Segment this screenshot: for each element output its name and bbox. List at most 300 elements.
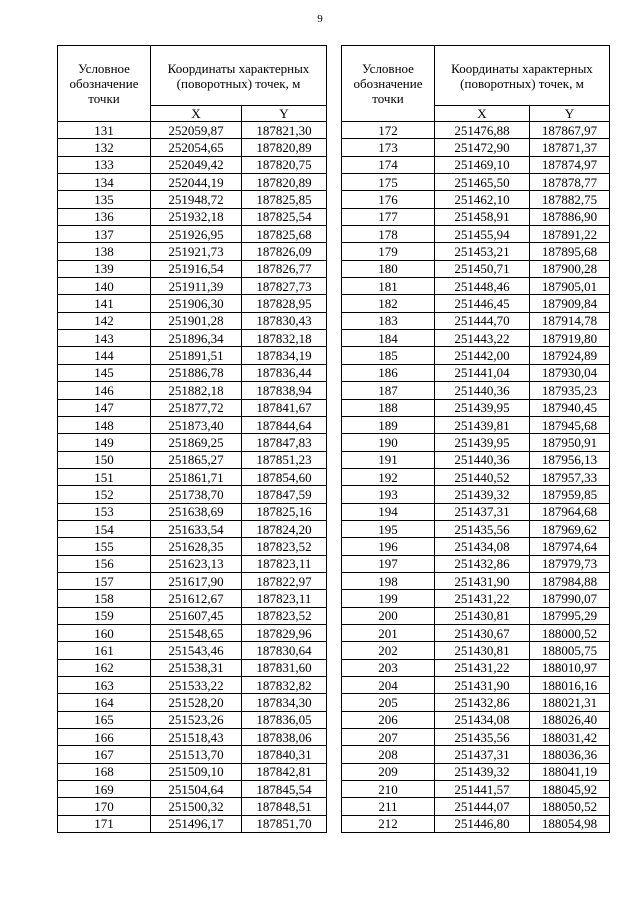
table-row xyxy=(58,260,327,277)
table-row xyxy=(58,243,327,260)
point-number-cell: 165 xyxy=(58,711,151,728)
x-coordinate-cell: 251431,90 xyxy=(435,677,530,694)
y-header: Y xyxy=(530,106,610,122)
point-number-cell: 210 xyxy=(342,781,435,798)
point-number-cell: 169 xyxy=(58,781,151,798)
point-number-cell: 164 xyxy=(58,694,151,711)
x-coordinate-cell: 252049,42 xyxy=(151,156,242,173)
y-coordinate-cell: 187834,19 xyxy=(242,347,327,364)
x-coordinate-cell: 251948,72 xyxy=(151,191,242,208)
x-coordinate-cell: 251444,70 xyxy=(435,312,530,329)
y-coordinate-cell: 187847,59 xyxy=(242,486,327,503)
x-coordinate-cell: 251432,86 xyxy=(435,555,530,572)
y-coordinate-cell: 187851,23 xyxy=(242,451,327,468)
x-coordinate-cell: 251513,70 xyxy=(151,746,242,763)
table-row xyxy=(58,729,327,746)
point-number-cell: 168 xyxy=(58,763,151,780)
y-coordinate-cell: 187959,85 xyxy=(530,486,610,503)
x-coordinate-cell: 251440,36 xyxy=(435,382,530,399)
y-coordinate-cell: 187956,13 xyxy=(530,451,610,468)
x-coordinate-cell: 251431,90 xyxy=(435,572,530,589)
y-coordinate-cell: 187957,33 xyxy=(530,468,610,485)
table-row xyxy=(342,468,610,485)
y-coordinate-cell: 187826,09 xyxy=(242,243,327,260)
y-coordinate-cell: 188045,92 xyxy=(530,781,610,798)
point-number-cell: 191 xyxy=(342,451,435,468)
x-coordinate-cell: 251906,30 xyxy=(151,295,242,312)
y-coordinate-cell: 188041,19 xyxy=(530,763,610,780)
y-coordinate-cell: 187945,68 xyxy=(530,416,610,433)
point-number-cell: 187 xyxy=(342,382,435,399)
point-number-cell: 141 xyxy=(58,295,151,312)
y-coordinate-cell: 187820,89 xyxy=(242,139,327,156)
y-coordinate-cell: 187824,20 xyxy=(242,520,327,537)
point-number-cell: 180 xyxy=(342,260,435,277)
y-coordinate-cell: 187822,97 xyxy=(242,572,327,589)
table-row xyxy=(342,642,610,659)
x-coordinate-cell: 251431,22 xyxy=(435,590,530,607)
table-row xyxy=(58,451,327,468)
coordinates-table-left xyxy=(57,45,327,833)
point-number-cell: 161 xyxy=(58,642,151,659)
y-coordinate-cell: 188050,52 xyxy=(530,798,610,815)
x-coordinate-cell: 251518,43 xyxy=(151,729,242,746)
table-row xyxy=(58,382,327,399)
point-number-cell: 206 xyxy=(342,711,435,728)
y-coordinate-cell: 187851,70 xyxy=(242,815,327,832)
x-coordinate-cell: 251628,35 xyxy=(151,538,242,555)
point-number-cell: 202 xyxy=(342,642,435,659)
table-row xyxy=(342,330,610,347)
y-coordinate-cell: 187838,94 xyxy=(242,382,327,399)
point-number-cell: 150 xyxy=(58,451,151,468)
y-coordinate-cell: 187825,85 xyxy=(242,191,327,208)
x-coordinate-cell: 251443,22 xyxy=(435,330,530,347)
x-coordinate-cell: 251439,95 xyxy=(435,434,530,451)
y-coordinate-cell: 187836,05 xyxy=(242,711,327,728)
table-row xyxy=(342,399,610,416)
x-coordinate-cell: 251455,94 xyxy=(435,226,530,243)
point-number-cell: 148 xyxy=(58,416,151,433)
x-coordinate-cell: 251886,78 xyxy=(151,364,242,381)
table-row xyxy=(58,503,327,520)
x-coordinate-cell: 251431,22 xyxy=(435,659,530,676)
table-row xyxy=(342,191,610,208)
point-number-cell: 133 xyxy=(58,156,151,173)
x-coordinate-cell: 251916,54 xyxy=(151,260,242,277)
y-header: Y xyxy=(242,106,327,122)
table-row xyxy=(342,295,610,312)
table-row xyxy=(58,659,327,676)
table-row xyxy=(342,434,610,451)
point-number-cell: 208 xyxy=(342,746,435,763)
point-number-cell: 200 xyxy=(342,607,435,624)
y-coordinate-cell: 187871,37 xyxy=(530,139,610,156)
y-coordinate-cell: 187935,23 xyxy=(530,382,610,399)
x-coordinate-cell: 251437,31 xyxy=(435,746,530,763)
x-coordinate-cell: 251865,27 xyxy=(151,451,242,468)
point-number-cell: 186 xyxy=(342,364,435,381)
x-coordinate-cell: 251932,18 xyxy=(151,208,242,225)
point-number-cell: 207 xyxy=(342,729,435,746)
page-number: 9 xyxy=(317,13,323,25)
x-coordinate-cell: 251462,10 xyxy=(435,191,530,208)
table-row xyxy=(342,278,610,295)
x-coordinate-cell: 252054,65 xyxy=(151,139,242,156)
x-coordinate-cell: 251465,50 xyxy=(435,174,530,191)
point-number-cell: 195 xyxy=(342,520,435,537)
point-number-cell: 201 xyxy=(342,624,435,641)
y-coordinate-cell: 187832,18 xyxy=(242,330,327,347)
table-row xyxy=(58,295,327,312)
x-coordinate-cell: 251877,72 xyxy=(151,399,242,416)
y-coordinate-cell: 187886,90 xyxy=(530,208,610,225)
x-coordinate-cell: 251435,56 xyxy=(435,729,530,746)
table-row xyxy=(342,139,610,156)
table-row xyxy=(58,711,327,728)
y-coordinate-cell: 187905,01 xyxy=(530,278,610,295)
table-row xyxy=(342,763,610,780)
table-row xyxy=(58,624,327,641)
point-number-cell: 146 xyxy=(58,382,151,399)
x-coordinate-cell: 251638,69 xyxy=(151,503,242,520)
point-number-cell: 198 xyxy=(342,572,435,589)
table-row xyxy=(342,226,610,243)
y-coordinate-cell: 187924,89 xyxy=(530,347,610,364)
point-number-cell: 209 xyxy=(342,763,435,780)
point-number-cell: 176 xyxy=(342,191,435,208)
x-coordinate-cell: 251869,25 xyxy=(151,434,242,451)
x-header: X xyxy=(151,106,242,122)
x-coordinate-cell: 251617,90 xyxy=(151,572,242,589)
table-row xyxy=(58,122,327,139)
x-coordinate-cell: 251523,26 xyxy=(151,711,242,728)
x-coordinate-cell: 251504,64 xyxy=(151,781,242,798)
y-coordinate-cell: 187930,04 xyxy=(530,364,610,381)
y-coordinate-cell: 187820,75 xyxy=(242,156,327,173)
y-coordinate-cell: 187845,54 xyxy=(242,781,327,798)
x-coordinate-cell: 251439,32 xyxy=(435,486,530,503)
point-number-cell: 196 xyxy=(342,538,435,555)
point-number-cell: 175 xyxy=(342,174,435,191)
table-row xyxy=(342,174,610,191)
x-coordinate-cell: 251633,54 xyxy=(151,520,242,537)
point-number-cell: 152 xyxy=(58,486,151,503)
y-coordinate-cell: 187826,77 xyxy=(242,260,327,277)
table-row xyxy=(342,122,610,139)
point-number-cell: 163 xyxy=(58,677,151,694)
point-label-header: Условное обозначение точки xyxy=(342,46,435,122)
point-number-cell: 147 xyxy=(58,399,151,416)
table-row xyxy=(58,572,327,589)
x-coordinate-cell: 251882,18 xyxy=(151,382,242,399)
y-coordinate-cell: 187840,31 xyxy=(242,746,327,763)
x-coordinate-cell: 251476,88 xyxy=(435,122,530,139)
point-number-cell: 197 xyxy=(342,555,435,572)
y-coordinate-cell: 187995,29 xyxy=(530,607,610,624)
table-row xyxy=(58,590,327,607)
table-row xyxy=(58,208,327,225)
y-coordinate-cell: 188031,42 xyxy=(530,729,610,746)
x-coordinate-cell: 251901,28 xyxy=(151,312,242,329)
x-coordinate-cell: 251446,80 xyxy=(435,815,530,832)
y-coordinate-cell: 188036,36 xyxy=(530,746,610,763)
table-row xyxy=(58,278,327,295)
point-number-cell: 167 xyxy=(58,746,151,763)
y-coordinate-cell: 187820,89 xyxy=(242,174,327,191)
y-coordinate-cell: 187950,91 xyxy=(530,434,610,451)
y-coordinate-cell: 187847,83 xyxy=(242,434,327,451)
y-coordinate-cell: 187829,96 xyxy=(242,624,327,641)
y-coordinate-cell: 187832,82 xyxy=(242,677,327,694)
x-header: X xyxy=(435,106,530,122)
y-coordinate-cell: 187836,44 xyxy=(242,364,327,381)
x-coordinate-cell: 252059,87 xyxy=(151,122,242,139)
x-coordinate-cell: 251738,70 xyxy=(151,486,242,503)
point-number-cell: 181 xyxy=(342,278,435,295)
point-number-cell: 144 xyxy=(58,347,151,364)
point-number-cell: 211 xyxy=(342,798,435,815)
table-row xyxy=(58,399,327,416)
x-coordinate-cell: 252044,19 xyxy=(151,174,242,191)
x-coordinate-cell: 251533,22 xyxy=(151,677,242,694)
point-number-cell: 193 xyxy=(342,486,435,503)
x-coordinate-cell: 251496,17 xyxy=(151,815,242,832)
y-coordinate-cell: 187848,51 xyxy=(242,798,327,815)
point-number-cell: 143 xyxy=(58,330,151,347)
table-row xyxy=(342,520,610,537)
point-number-cell: 158 xyxy=(58,590,151,607)
point-number-cell: 212 xyxy=(342,815,435,832)
y-coordinate-cell: 187842,81 xyxy=(242,763,327,780)
point-number-cell: 171 xyxy=(58,815,151,832)
table-row xyxy=(58,139,327,156)
point-number-cell: 154 xyxy=(58,520,151,537)
table-row xyxy=(58,156,327,173)
y-coordinate-cell: 187979,73 xyxy=(530,555,610,572)
y-coordinate-cell: 187984,88 xyxy=(530,572,610,589)
x-coordinate-cell: 251528,20 xyxy=(151,694,242,711)
table-row xyxy=(342,503,610,520)
y-coordinate-cell: 188010,97 xyxy=(530,659,610,676)
x-coordinate-cell: 251430,81 xyxy=(435,607,530,624)
table-row xyxy=(58,798,327,815)
point-label-header: Условное обозначение точки xyxy=(58,46,151,122)
table-row xyxy=(342,382,610,399)
point-number-cell: 183 xyxy=(342,312,435,329)
point-number-cell: 160 xyxy=(58,624,151,641)
y-coordinate-cell: 187940,45 xyxy=(530,399,610,416)
y-coordinate-cell: 187990,07 xyxy=(530,590,610,607)
x-coordinate-cell: 251926,95 xyxy=(151,226,242,243)
table-row xyxy=(58,815,327,832)
point-number-cell: 132 xyxy=(58,139,151,156)
x-coordinate-cell: 251623,13 xyxy=(151,555,242,572)
x-coordinate-cell: 251432,86 xyxy=(435,694,530,711)
table-row xyxy=(342,815,610,832)
x-coordinate-cell: 251911,39 xyxy=(151,278,242,295)
table-row xyxy=(58,677,327,694)
y-coordinate-cell: 187867,97 xyxy=(530,122,610,139)
table-row xyxy=(58,520,327,537)
y-coordinate-cell: 187919,80 xyxy=(530,330,610,347)
table-row xyxy=(58,555,327,572)
table-row xyxy=(58,468,327,485)
point-number-cell: 184 xyxy=(342,330,435,347)
point-number-cell: 155 xyxy=(58,538,151,555)
table-row xyxy=(342,451,610,468)
x-coordinate-cell: 251434,08 xyxy=(435,711,530,728)
table-row xyxy=(342,364,610,381)
y-coordinate-cell: 187882,75 xyxy=(530,191,610,208)
point-number-cell: 182 xyxy=(342,295,435,312)
table-row xyxy=(58,607,327,624)
point-number-cell: 166 xyxy=(58,729,151,746)
x-coordinate-cell: 251446,45 xyxy=(435,295,530,312)
y-coordinate-cell: 187841,67 xyxy=(242,399,327,416)
table-row xyxy=(58,781,327,798)
y-coordinate-cell: 187969,62 xyxy=(530,520,610,537)
point-number-cell: 174 xyxy=(342,156,435,173)
point-number-cell: 139 xyxy=(58,260,151,277)
table-row xyxy=(342,694,610,711)
x-coordinate-cell: 251543,46 xyxy=(151,642,242,659)
table-row xyxy=(58,538,327,555)
table-row xyxy=(58,434,327,451)
y-coordinate-cell: 187909,84 xyxy=(530,295,610,312)
table-row xyxy=(342,347,610,364)
x-coordinate-cell: 251442,00 xyxy=(435,347,530,364)
x-coordinate-cell: 251612,67 xyxy=(151,590,242,607)
y-coordinate-cell: 187854,60 xyxy=(242,468,327,485)
x-coordinate-cell: 251448,46 xyxy=(435,278,530,295)
table-row xyxy=(58,694,327,711)
table-row xyxy=(342,607,610,624)
point-number-cell: 145 xyxy=(58,364,151,381)
point-number-cell: 205 xyxy=(342,694,435,711)
point-number-cell: 134 xyxy=(58,174,151,191)
point-number-cell: 142 xyxy=(58,312,151,329)
y-coordinate-cell: 187900,28 xyxy=(530,260,610,277)
point-number-cell: 179 xyxy=(342,243,435,260)
x-coordinate-cell: 251472,90 xyxy=(435,139,530,156)
coords-label-header: Координаты характерных (поворотных) точек, м xyxy=(151,46,327,106)
x-coordinate-cell: 251435,56 xyxy=(435,520,530,537)
x-coordinate-cell: 251440,36 xyxy=(435,451,530,468)
table-row xyxy=(58,416,327,433)
point-number-cell: 188 xyxy=(342,399,435,416)
y-coordinate-cell: 187821,30 xyxy=(242,122,327,139)
table-row xyxy=(342,729,610,746)
table-row xyxy=(342,243,610,260)
x-coordinate-cell: 251434,08 xyxy=(435,538,530,555)
point-number-cell: 199 xyxy=(342,590,435,607)
table-row xyxy=(58,486,327,503)
x-coordinate-cell: 251896,34 xyxy=(151,330,242,347)
y-coordinate-cell: 187825,16 xyxy=(242,503,327,520)
coordinates-table-right xyxy=(341,45,610,833)
x-coordinate-cell: 251607,45 xyxy=(151,607,242,624)
table-row xyxy=(342,486,610,503)
table-row xyxy=(58,364,327,381)
x-coordinate-cell: 251538,31 xyxy=(151,659,242,676)
point-number-cell: 131 xyxy=(58,122,151,139)
point-number-cell: 149 xyxy=(58,434,151,451)
y-coordinate-cell: 187827,73 xyxy=(242,278,327,295)
x-coordinate-cell: 251437,31 xyxy=(435,503,530,520)
point-number-cell: 159 xyxy=(58,607,151,624)
table-row xyxy=(58,347,327,364)
table-row xyxy=(342,798,610,815)
point-number-cell: 204 xyxy=(342,677,435,694)
x-coordinate-cell: 251441,04 xyxy=(435,364,530,381)
point-number-cell: 151 xyxy=(58,468,151,485)
table-row xyxy=(342,416,610,433)
x-coordinate-cell: 251439,32 xyxy=(435,763,530,780)
table-row xyxy=(58,763,327,780)
y-coordinate-cell: 187828,95 xyxy=(242,295,327,312)
table-row xyxy=(342,572,610,589)
y-coordinate-cell: 187830,43 xyxy=(242,312,327,329)
x-coordinate-cell: 251548,65 xyxy=(151,624,242,641)
x-coordinate-cell: 251430,81 xyxy=(435,642,530,659)
y-coordinate-cell: 187823,11 xyxy=(242,555,327,572)
table-row xyxy=(342,312,610,329)
table-row xyxy=(342,260,610,277)
x-coordinate-cell: 251861,71 xyxy=(151,468,242,485)
y-coordinate-cell: 187838,06 xyxy=(242,729,327,746)
y-coordinate-cell: 187825,54 xyxy=(242,208,327,225)
y-coordinate-cell: 187823,52 xyxy=(242,607,327,624)
x-coordinate-cell: 251921,73 xyxy=(151,243,242,260)
x-coordinate-cell: 251469,10 xyxy=(435,156,530,173)
table-row xyxy=(342,555,610,572)
y-coordinate-cell: 187823,11 xyxy=(242,590,327,607)
table-row xyxy=(58,191,327,208)
point-number-cell: 135 xyxy=(58,191,151,208)
table-row xyxy=(342,208,610,225)
x-coordinate-cell: 251430,67 xyxy=(435,624,530,641)
point-number-cell: 172 xyxy=(342,122,435,139)
table-row xyxy=(342,659,610,676)
table-row xyxy=(58,330,327,347)
coords-label-header: Координаты характерных (поворотных) точек, м xyxy=(435,46,610,106)
point-number-cell: 140 xyxy=(58,278,151,295)
point-number-cell: 203 xyxy=(342,659,435,676)
point-number-cell: 136 xyxy=(58,208,151,225)
x-coordinate-cell: 251439,95 xyxy=(435,399,530,416)
y-coordinate-cell: 188021,31 xyxy=(530,694,610,711)
point-number-cell: 157 xyxy=(58,572,151,589)
x-coordinate-cell: 251441,57 xyxy=(435,781,530,798)
x-coordinate-cell: 251500,32 xyxy=(151,798,242,815)
x-coordinate-cell: 251450,71 xyxy=(435,260,530,277)
table-row xyxy=(342,538,610,555)
point-number-cell: 178 xyxy=(342,226,435,243)
y-coordinate-cell: 187964,68 xyxy=(530,503,610,520)
y-coordinate-cell: 187874,97 xyxy=(530,156,610,173)
point-number-cell: 153 xyxy=(58,503,151,520)
point-number-cell: 194 xyxy=(342,503,435,520)
y-coordinate-cell: 187834,30 xyxy=(242,694,327,711)
table-row xyxy=(58,226,327,243)
point-number-cell: 192 xyxy=(342,468,435,485)
y-coordinate-cell: 187895,68 xyxy=(530,243,610,260)
table-row xyxy=(342,590,610,607)
table-row xyxy=(342,781,610,798)
table-row xyxy=(58,746,327,763)
point-number-cell: 173 xyxy=(342,139,435,156)
